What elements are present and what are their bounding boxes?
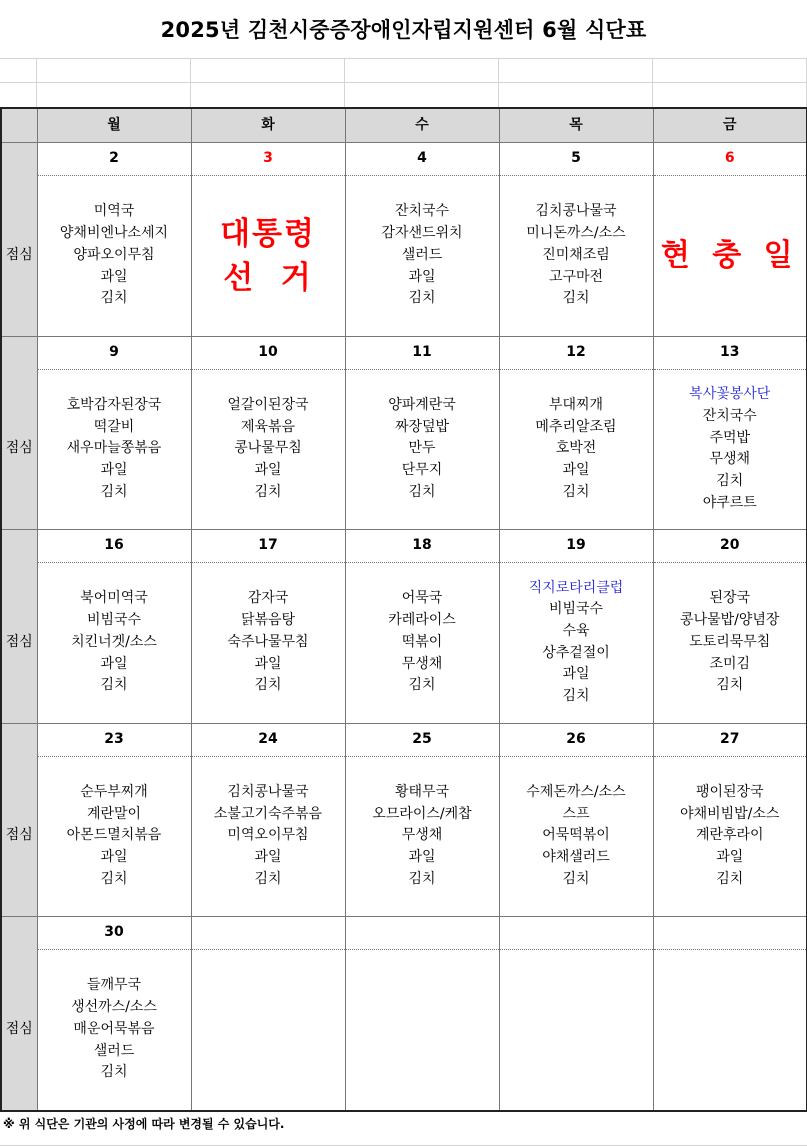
menu-item: 미니돈까스/소스 [526, 225, 626, 242]
menu-item: 김치 [100, 290, 128, 307]
menu-item: 과일 [254, 655, 282, 672]
menu-cell [37, 176, 191, 337]
menu-item: 비빔국수 [86, 612, 142, 629]
weekday-tue: 화 [191, 108, 345, 143]
menu-item: 과일 [100, 849, 128, 866]
date-cell: 23 [37, 723, 191, 756]
meal-row [1, 756, 807, 917]
menu-item: 김치 [408, 483, 436, 500]
date-cell: 18 [345, 530, 499, 563]
blank-spreadsheet-rows [0, 58, 807, 107]
menu-item: 김치 [562, 688, 590, 705]
menu-item: 야채샐러드 [542, 849, 610, 866]
menu-cell [37, 756, 191, 917]
menu-item: 황태무국 [394, 783, 450, 800]
date-cell: 13 [653, 336, 807, 369]
menu-item: 북어미역국 [80, 590, 148, 607]
page-title: 2025년 김천시중증장애인자립지원센터 6월 식단표 [160, 18, 647, 42]
menu-item: 제육볶음 [240, 418, 296, 435]
menu-item: 상추겉절이 [542, 644, 610, 661]
menu-item: 떡볶이 [401, 633, 443, 650]
menu-item: 부대찌개 [548, 396, 604, 413]
date-row-side [1, 143, 37, 176]
menu-item: 무생채 [401, 655, 443, 672]
holiday-notice: 현 충 일 [660, 237, 799, 273]
menu-cell [499, 950, 653, 1111]
menu-item: 고구마전 [548, 268, 604, 285]
menu-cell [345, 950, 499, 1111]
menu-cell [653, 950, 807, 1111]
menu-item: 과일 [100, 655, 128, 672]
date-cell [345, 917, 499, 950]
weekday-fri: 금 [653, 108, 807, 143]
menu-item: 메추리알조림 [535, 418, 617, 435]
menu-item: 김치 [562, 483, 590, 500]
menu-cell [499, 369, 653, 530]
menu-item: 김치 [716, 677, 744, 694]
menu-item: 만두 [408, 440, 436, 457]
date-cell: 6 [653, 143, 807, 176]
date-row-side [1, 336, 37, 369]
menu-cell [345, 369, 499, 530]
gridline [0, 82, 807, 83]
menu-item: 수제돈까스/소스 [526, 783, 626, 800]
menu-item: 양채비엔나소세지 [59, 225, 169, 242]
menu-cell [653, 369, 807, 530]
gridline [498, 58, 499, 107]
menu-cell [345, 176, 499, 337]
menu-item: 과일 [408, 268, 436, 285]
menu-cell [499, 756, 653, 917]
header-corner [1, 108, 37, 143]
sponsor-label: 직지로타리클럽 [528, 579, 624, 596]
menu-item: 팽이된장국 [695, 783, 764, 800]
menu-item: 김치 [562, 290, 590, 307]
meal-label: 점심 [1, 756, 37, 917]
menu-item: 샐러드 [401, 246, 443, 263]
menu-item: 된장국 [709, 590, 751, 607]
date-cell: 25 [345, 723, 499, 756]
weekday-wed: 수 [345, 108, 499, 143]
date-row-side [1, 917, 37, 950]
menu-item: 호박전 [555, 440, 597, 457]
meal-row [1, 369, 807, 530]
menu-cell [37, 563, 191, 724]
menu-table-body [1, 108, 807, 1111]
gridline [652, 58, 653, 107]
menu-item: 카레라이스 [388, 612, 456, 629]
menu-cell [37, 369, 191, 530]
date-cell: 5 [499, 143, 653, 176]
menu-item: 김치 [716, 472, 744, 489]
menu-item: 잔치국수 [702, 407, 757, 424]
menu-item: 과일 [100, 462, 128, 479]
menu-item: 진미채조림 [542, 246, 610, 263]
meal-label: 점심 [1, 176, 37, 337]
menu-item: 김치 [254, 677, 282, 694]
date-cell: 3 [191, 143, 345, 176]
date-cell: 9 [37, 336, 191, 369]
menu-item: 김치 [100, 870, 128, 887]
menu-item: 스프 [562, 805, 590, 822]
menu-item: 호박감자된장국 [66, 396, 162, 413]
meal-label: 점심 [1, 563, 37, 724]
menu-item: 김치 [408, 290, 436, 307]
date-cell: 30 [37, 917, 191, 950]
menu-cell [37, 950, 191, 1111]
date-cell: 12 [499, 336, 653, 369]
date-row-side [1, 723, 37, 756]
gridline [190, 58, 191, 107]
menu-item: 떡갈비 [93, 418, 135, 435]
date-cell: 27 [653, 723, 807, 756]
special-notice: 선 거 [223, 259, 313, 296]
menu-item: 아몬드멸치볶음 [66, 827, 162, 844]
date-row [1, 336, 807, 369]
meal-label: 점심 [1, 369, 37, 530]
menu-item: 야쿠르트 [702, 494, 757, 511]
menu-item: 새우마늘쫑볶음 [66, 440, 162, 457]
menu-item: 생선까스/소스 [71, 999, 157, 1016]
menu-cell [191, 176, 345, 337]
menu-item: 콩나물밥/양념장 [680, 612, 780, 629]
meal-label: 점심 [1, 950, 37, 1111]
date-row [1, 917, 807, 950]
menu-item: 어묵국 [401, 590, 443, 607]
meal-row [1, 176, 807, 337]
menu-item: 잔치국수 [394, 203, 450, 220]
menu-item: 김치 [562, 870, 590, 887]
sponsor-label: 복사꽃봉사단 [689, 386, 771, 403]
menu-item: 도토리묵무침 [689, 633, 771, 650]
menu-cell [653, 563, 807, 724]
gridline [344, 58, 345, 107]
gridline [36, 58, 37, 107]
menu-cell [345, 756, 499, 917]
date-cell: 17 [191, 530, 345, 563]
menu-item: 김치콩나물국 [227, 783, 309, 800]
menu-item: 과일 [716, 849, 744, 866]
menu-item: 김치 [716, 870, 744, 887]
menu-cell [191, 756, 345, 917]
date-cell: 4 [345, 143, 499, 176]
menu-item: 양파계란국 [388, 396, 456, 413]
menu-item: 김치 [254, 483, 282, 500]
menu-cell [191, 369, 345, 530]
menu-item: 양파오이무침 [73, 246, 155, 263]
menu-item: 과일 [254, 462, 282, 479]
menu-item: 얼갈이된장국 [227, 396, 309, 413]
menu-item: 김치콩나물국 [535, 203, 617, 220]
menu-item: 과일 [562, 666, 590, 683]
menu-item: 과일 [100, 268, 128, 285]
menu-item: 미역국 [93, 203, 135, 220]
menu-item: 치킨너겟/소스 [71, 633, 157, 650]
weekday-header-row [1, 108, 807, 143]
menu-cell [191, 950, 345, 1111]
date-cell: 16 [37, 530, 191, 563]
date-cell [191, 917, 345, 950]
menu-item: 단무지 [401, 462, 443, 479]
weekday-thu: 목 [499, 108, 653, 143]
date-cell: 20 [653, 530, 807, 563]
date-cell: 11 [345, 336, 499, 369]
date-row-side [1, 530, 37, 563]
menu-item: 김치 [254, 870, 282, 887]
meal-row [1, 563, 807, 724]
menu-item: 닭볶음탕 [240, 612, 296, 629]
menu-item: 순두부찌개 [80, 783, 148, 800]
menu-item: 비빔국수 [548, 601, 604, 618]
menu-item: 샐러드 [93, 1042, 135, 1059]
menu-item: 미역오이무침 [227, 827, 309, 844]
menu-item: 김치 [408, 870, 436, 887]
menu-item: 무생채 [401, 827, 443, 844]
menu-item: 김치 [100, 483, 128, 500]
weekday-mon: 월 [37, 108, 191, 143]
menu-cell [191, 563, 345, 724]
menu-item: 과일 [254, 849, 282, 866]
date-row [1, 143, 807, 176]
date-cell: 24 [191, 723, 345, 756]
menu-item: 매운어묵볶음 [73, 1020, 155, 1037]
menu-cell [653, 176, 807, 337]
menu-cell [345, 563, 499, 724]
menu-item: 계란후라이 [695, 827, 764, 844]
date-cell: 19 [499, 530, 653, 563]
menu-item: 주먹밥 [709, 429, 751, 446]
menu-item: 감자샌드위치 [381, 225, 463, 242]
menu-item: 계란말이 [86, 805, 142, 822]
menu-item: 수육 [562, 623, 590, 640]
special-notice: 대통령 [220, 215, 316, 252]
menu-item: 감자국 [247, 590, 289, 607]
menu-cell [499, 563, 653, 724]
date-cell [653, 917, 807, 950]
menu-item: 김치 [408, 677, 436, 694]
menu-item: 김치 [100, 1064, 128, 1081]
menu-item: 조미김 [709, 655, 751, 672]
menu-cell [499, 176, 653, 337]
menu-table [0, 107, 807, 1112]
date-cell: 10 [191, 336, 345, 369]
date-row [1, 530, 807, 563]
date-row [1, 723, 807, 756]
menu-item: 짜장덮밥 [394, 418, 450, 435]
menu-item: 야채비빔밥/소스 [680, 805, 780, 822]
menu-item: 어묵떡볶이 [542, 827, 610, 844]
gridline [0, 58, 807, 59]
menu-item: 숙주나물무침 [227, 633, 309, 650]
menu-cell [653, 756, 807, 917]
menu-item: 소불고기숙주볶음 [213, 805, 323, 822]
menu-item: 과일 [562, 462, 590, 479]
menu-item: 콩나물무침 [234, 440, 302, 457]
date-cell: 2 [37, 143, 191, 176]
menu-item: 오므라이스/케찹 [372, 805, 472, 822]
menu-item: 들깨무국 [86, 977, 142, 994]
date-cell: 26 [499, 723, 653, 756]
menu-item: 과일 [408, 849, 436, 866]
footnote: ※ 위 식단은 기관의 사정에 따라 변경될 수 있습니다. [3, 1117, 285, 1131]
menu-item: 김치 [100, 677, 128, 694]
menu-item: 무생채 [709, 451, 751, 468]
meal-row [1, 950, 807, 1111]
date-cell [499, 917, 653, 950]
